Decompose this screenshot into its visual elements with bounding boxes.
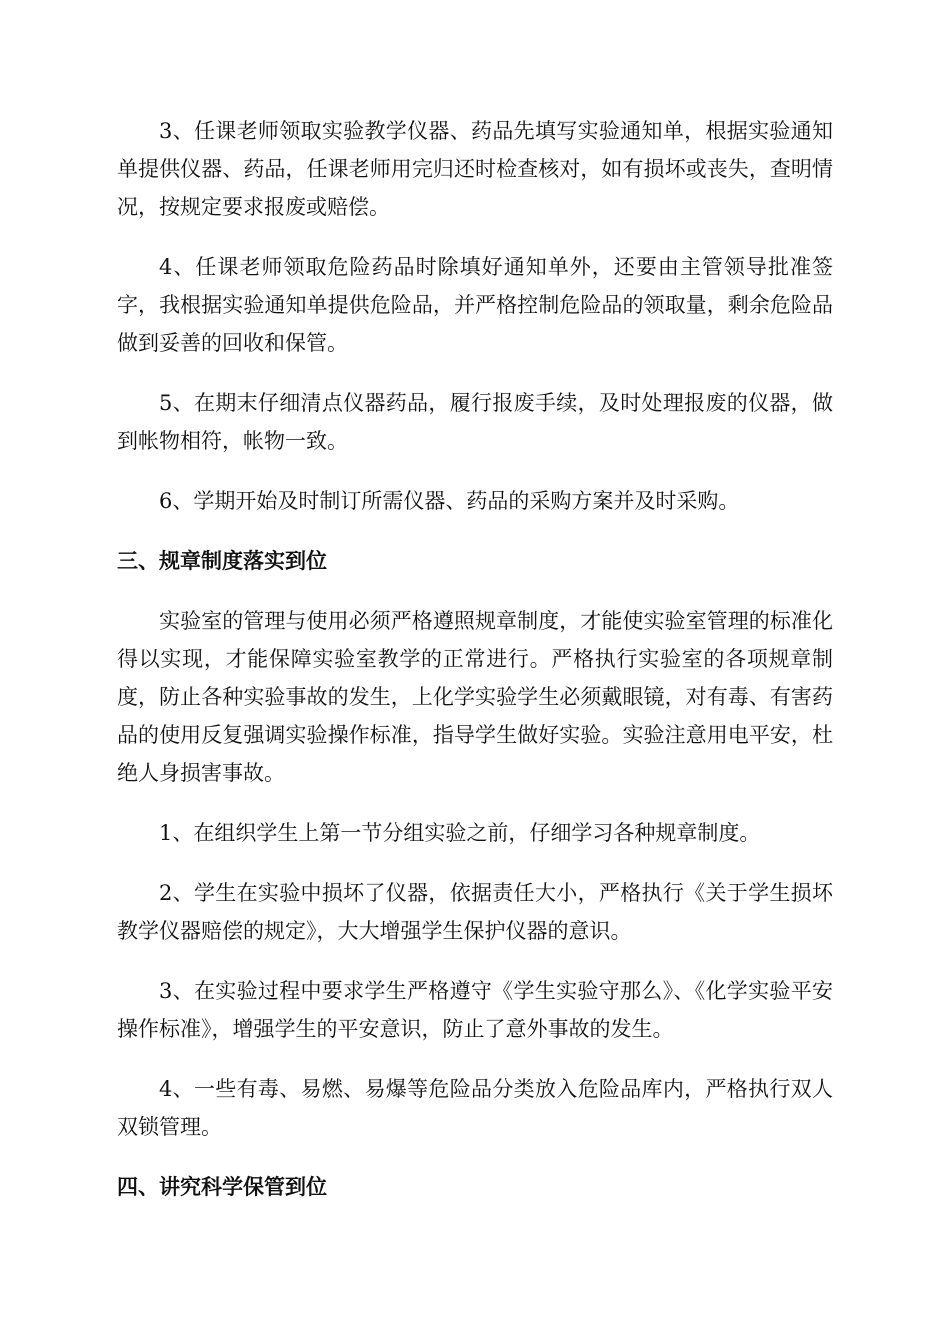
paragraph-item-3-equipment-checkout: 3、任课老师领取实验教学仪器、药品先填写实验通知单，根据实验通知单提供仪器、药品，任课老师用完归还时检查核对，如有损坏或丧失，查明情况，按规定要求报废或赔偿。 xyxy=(117,119,833,219)
section-heading-scientific-storage: 四、讲究科学保管到位 xyxy=(117,1175,327,1199)
paragraph-regulations-intro: 实验室的管理与使用必须严格遵照规章制度，才能使实验室管理的标准化得以实现，才能保障实验室教学的正常进行。严格执行实验室的各项规章制度，防止各种实验事故的发生，上化学实验学生必须戴眼镜，对有毒、有害药品的使用反复强调实验操作标准，指导学生做好实验。实验注意用电平安，杜绝人身损害事故。 xyxy=(117,609,833,785)
paragraph-rule-3-safety-rules: 3、在实验过程中要求学生严格遵守《学生实验守那么》、《化学实验平安操作标准》，增强学生的平安意识，防止了意外事故的发生。 xyxy=(117,979,833,1041)
paragraph-rule-1-study-rules: 1、在组织学生上第一节分组实验之前，仔细学习各种规章制度。 xyxy=(159,821,761,845)
paragraph-rule-4-dangerous-goods-storage: 4、一些有毒、易燃、易爆等危险品分类放入危险品库内，严格执行双人双锁管理。 xyxy=(117,1077,833,1139)
paragraph-item-6-procurement: 6、学期开始及时制订所需仪器、药品的采购方案并及时采购。 xyxy=(159,489,740,513)
document-page xyxy=(117,112,833,1228)
paragraph-item-5-end-of-term-inventory: 5、在期末仔细清点仪器药品，履行报废手续，及时处理报废的仪器，做到帐物相符，帐物一致。 xyxy=(117,391,833,453)
section-heading-regulations: 三、规章制度落实到位 xyxy=(117,549,327,573)
paragraph-item-4-hazardous-drugs: 4、任课老师领取危险药品时除填好通知单外，还要由主管领导批准签字，我根据实验通知单提供危险品，并严格控制危险品的领取量，剩余危险品做到妥善的回收和保管。 xyxy=(117,255,833,355)
paragraph-rule-2-damage-compensation: 2、学生在实验中损坏了仪器，依据责任大小，严格执行《关于学生损坏教学仪器赔偿的规定》，大大增强学生保护仪器的意识。 xyxy=(117,881,833,943)
